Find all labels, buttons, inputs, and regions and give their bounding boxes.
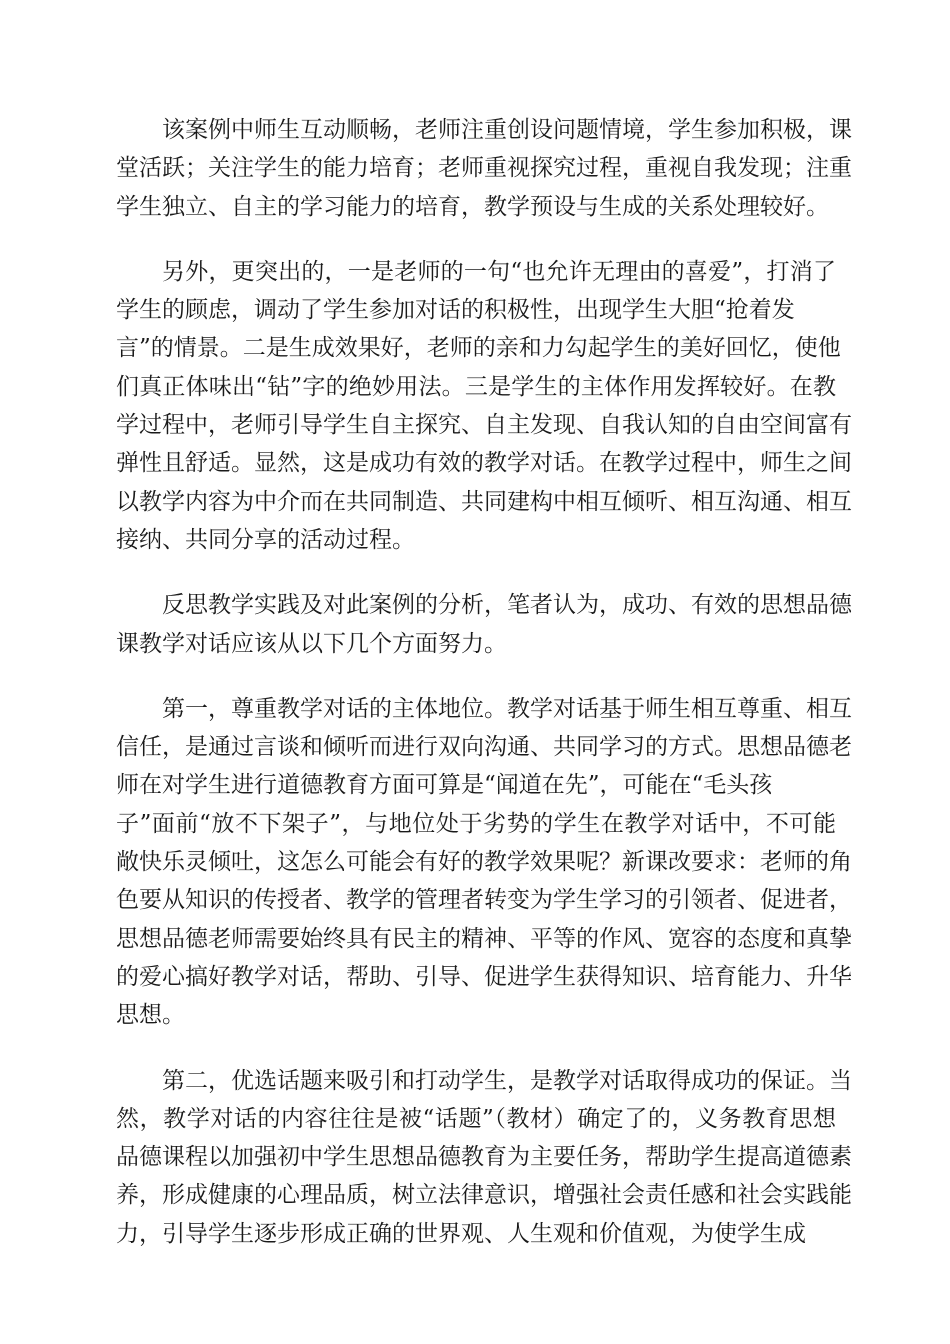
paragraph-2: [116, 253, 852, 559]
paragraph-1: [116, 111, 852, 226]
text-line: 子”面前“放不下架子”，与地位处于劣势的学生在教学对话中，不可能: [116, 810, 836, 837]
text-line: 该案例中师生互动顺畅，老师注重创设问题情境，学生参加积极，课: [162, 117, 852, 143]
text-line: 学生的顾虑，调动了学生参加对话的积极性，出现学生大胆“抢着发: [116, 297, 795, 324]
text-line: 色要从知识的传授者、教学的管理者转变为学生学习的引领者、促进者，: [116, 887, 852, 914]
text-line: 力，引导学生逐步形成正确的世界观、人生观和价值观，为使学生成: [116, 1220, 806, 1247]
text-line: 然，教学对话的内容往往是被“话题”（教材）确定了的，义务教育思想: [116, 1105, 836, 1132]
text-line: 课教学对话应该从以下几个方面努力。: [116, 630, 507, 657]
paragraph-3: [116, 586, 852, 663]
text-line: 们真正体味出“钻”字的绝妙用法。三是学生的主体作用发挥较好。在教: [116, 373, 836, 400]
text-line: 堂活跃；关注学生的能力培育；老师重视探究过程，重视自我发现；注重: [116, 155, 852, 182]
paragraph-4: [116, 690, 852, 1035]
text-line: 接纳、共同分享的活动过程。: [116, 526, 415, 553]
text-line: 第一，尊重教学对话的主体地位。教学对话基于师生相互尊重、相互: [162, 695, 852, 722]
text-line: 品德课程以加强初中学生思想品德教育为主要任务，帮助学生提高道德素: [116, 1144, 852, 1171]
text-line: 以教学内容为中介而在共同制造、共同建构中相互倾听、相互沟通、相互: [116, 488, 852, 515]
text-line: 敞快乐灵倾吐，这怎么可能会有好的教学效果呢？新课改要求：老师的角: [116, 849, 852, 876]
text-line: 弹性且舒适。显然，这是成功有效的教学对话。在教学过程中，师生之间: [116, 450, 852, 477]
text-line: 学生独立、自主的学习能力的培育，教学预设与生成的关系处理较好。: [116, 193, 829, 220]
text-line: 反思教学实践及对此案例的分析，笔者认为，成功、有效的思想品德: [162, 592, 852, 619]
text-line: 第二，优选话题来吸引和打动学生，是教学对话取得成功的保证。当: [162, 1067, 852, 1094]
text-line: 养，形成健康的心理品质，树立法律意识，增强社会责任感和社会实践能: [116, 1182, 852, 1209]
text-line: 信任，是通过言谈和倾听而进行双向沟通、共同学习的方式。思想品德老: [116, 734, 852, 761]
document-body: [116, 111, 852, 1280]
text-line: 师在对学生进行道德教育方面可算是“闻道在先”，可能在“毛头孩: [116, 772, 773, 799]
text-line: 学过程中，老师引导学生自主探究、自主发现、自我认知的自由空间富有: [116, 412, 852, 439]
text-line: 的爱心搞好教学对话，帮助、引导、促进学生获得知识、培育能力、升华: [116, 963, 852, 990]
paragraph-5: [116, 1062, 852, 1253]
text-line: 言”的情景。二是生成效果好，老师的亲和力勾起学生的美好回忆，使他: [116, 335, 841, 362]
text-line: 思想品德老师需要始终具有民主的精神、平等的作风、宽容的态度和真挚: [116, 925, 852, 952]
text-line: 另外，更突出的，一是老师的一句“也允许无理由的喜爱”，打消了: [162, 258, 836, 285]
text-line: 思想。: [116, 1002, 185, 1029]
